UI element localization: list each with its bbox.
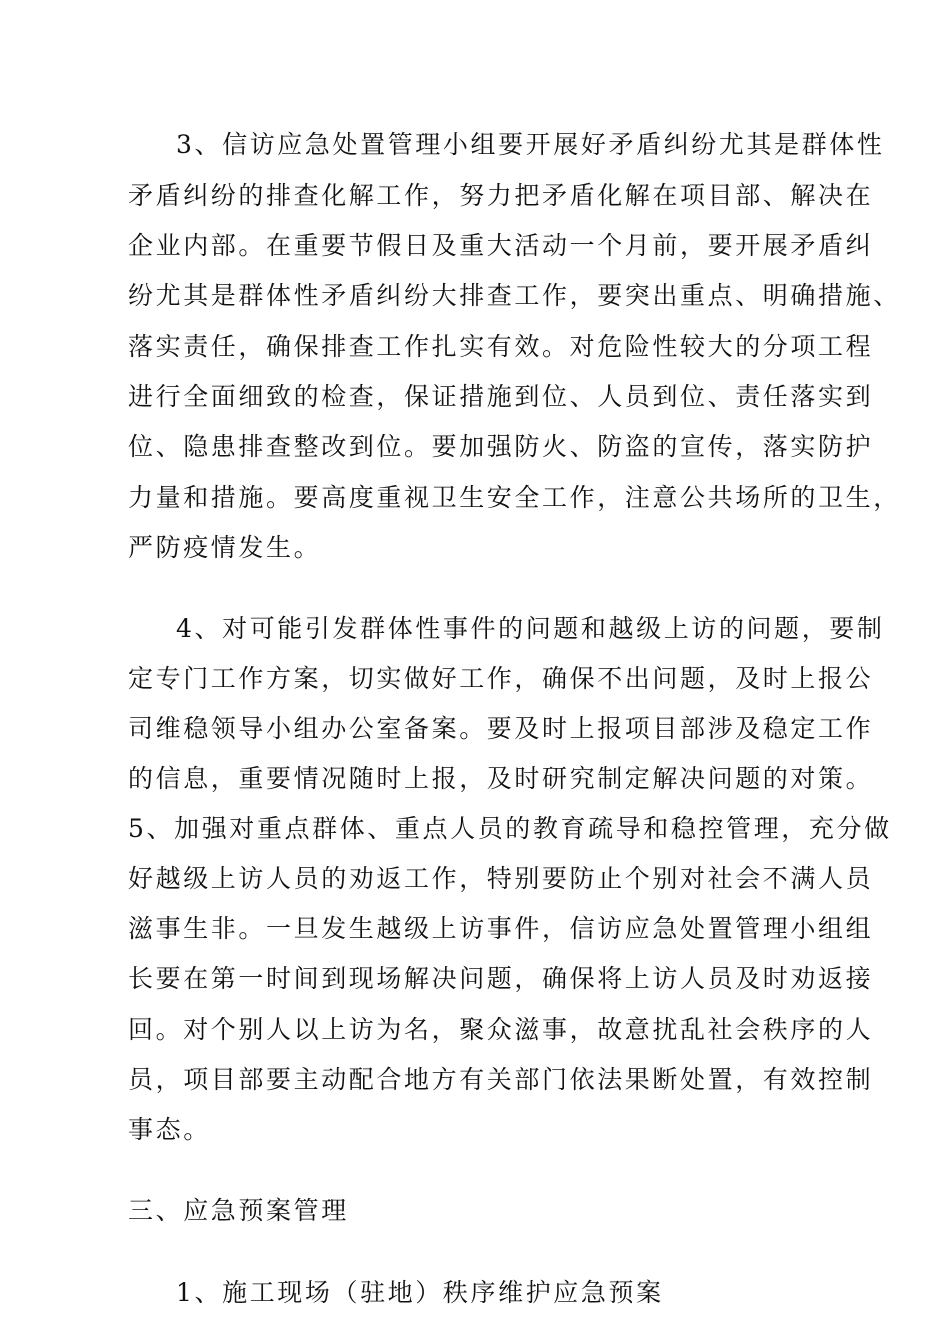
paragraph-3-line-3: 企业内部。在重要节假日及重大活动一个月前，要开展矛盾纠 (128, 231, 874, 260)
section-heading: 三、应急预案管理 (128, 1196, 349, 1225)
paragraph-4-line-8: 长要在第一时间到现场解决问题，确保将上访人员及时劝返接 (128, 964, 874, 993)
paragraph-4-line-9: 回。对个别人以上访为名，聚众滋事，故意扰乱社会秩序的人 (128, 1015, 874, 1044)
paragraph-4-line-2: 定专门工作方案，切实做好工作，确保不出问题，及时上报公 (128, 664, 874, 693)
paragraph-4-line-1: 4、对可能引发群体性事件的问题和越级上访的问题，要制 (176, 614, 885, 643)
paragraph-3-line-5: 落实责任，确保排查工作扎实有效。对危险性较大的分项工程 (128, 332, 874, 361)
paragraph-3-line-2: 矛盾纠纷的排查化解工作，努力把矛盾化解在项目部、解决在 (128, 181, 874, 210)
subheading: 1、施工现场（驻地）秩序维护应急预案 (176, 1278, 664, 1307)
paragraph-3-line-4: 纷尤其是群体性矛盾纠纷大排查工作，要突出重点、明确措施、 (128, 281, 901, 310)
paragraph-4-line-11: 事态。 (128, 1115, 211, 1144)
paragraph-3-line-9: 严防疫情发生。 (128, 533, 322, 562)
paragraph-4-line-7: 滋事生非。一旦发生越级上访事件，信访应急处置管理小组组 (128, 914, 874, 943)
paragraph-3-line-7: 位、隐患排查整改到位。要加强防火、防盗的宣传，落实防护 (128, 432, 874, 461)
paragraph-4-line-4: 的信息，重要情况随时上报，及时研究制定解决问题的对策。 (128, 764, 874, 793)
paragraph-4-line-6: 好越级上访人员的劝返工作，特别要防止个别对社会不满人员 (128, 864, 874, 893)
paragraph-4-line-10: 员，项目部要主动配合地方有关部门依法果断处置，有效控制 (128, 1065, 874, 1094)
paragraph-4-line-5: 5、加强对重点群体、重点人员的教育疏导和稳控管理，充分做 (128, 814, 892, 843)
paragraph-3-line-1: 3、信访应急处置管理小组要开展好矛盾纠纷尤其是群体性 (176, 130, 885, 159)
paragraph-4-line-3: 司维稳领导小组办公室备案。要及时上报项目部涉及稳定工作 (128, 714, 874, 743)
paragraph-3-line-8: 力量和措施。要高度重视卫生安全工作，注意公共场所的卫生， (128, 483, 901, 512)
paragraph-3-line-6: 进行全面细致的检查，保证措施到位、人员到位、责任落实到 (128, 382, 874, 411)
